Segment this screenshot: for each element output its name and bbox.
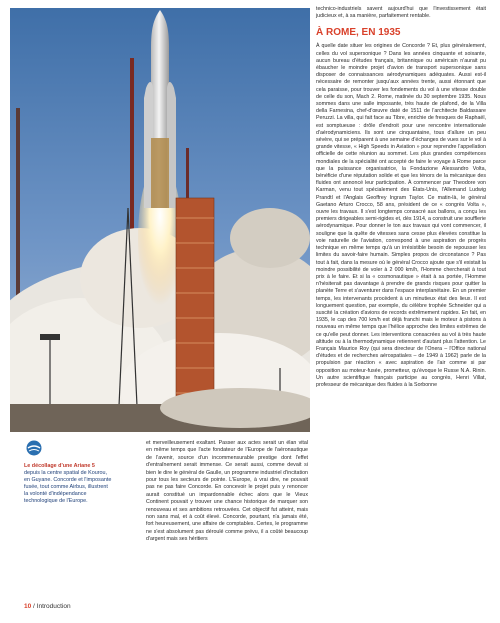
page-number: 10: [24, 603, 32, 610]
section-title: À ROME, EN 1935: [316, 27, 401, 39]
photo-caption-block: [24, 440, 112, 504]
page-folio: [24, 603, 71, 610]
caption-text: depuis la centre spatial de Kourou, en Guyane. Concorde et l'imposante fusée, tout comme Airbus, illustrent la volonté d'indépendance technologique de l'Europe.: [24, 469, 112, 504]
caption-heading: Le décollage d'une Ariane 5: [24, 463, 95, 469]
right-column-intro: technico-industriels savent aujourd'hui que l'investissement était judicieux et, à sa manière, parfaitement rentable.: [316, 6, 486, 20]
right-column-body: À quelle date situer les origines de Concorde ? Et, plus généralement, celles du vol supersonique ? Dans les années cinquante et soixante, aucun bureau d'études français, britannique ou américain n'aurait pu ébaucher le moindre projet d'avion de transport supersonique sans disposer de connaissances aérodynamiques adéquates. Aussi est-il nécessaire de remonter jusqu'aux années trente, aussi étonnant que cela paraisse, pour trouver les fondements du vol à une vitesse double de celle du son, Mach 2. Rome, matinée du 30 septembre 1935. Nous sommes dans une salle imposante, très haute de plafond, de la Villa della Farnesina, chef-d'œuvre daté de 1511 de l'architecte Baldassare Peruzzi. La villa, qui fait face au Tibre, enrichie de fresques de Raphaël, est somptueuse : drôle d'endroit pour une rencontre internationale d'aérodynamiciens. Ils sont une cinquantaine, tous d'allure un peu sévère, qui se préparent à une semaine d'échanges de vues sur le vol à grande vitesse, « High Speeds in Aviation » pour reprendre l'appellation officielle de cette réunion au sommet. Les plus grandes compétences mondiales de la spécialité ont accepté de faire le voyage à Rome parce que la puissance organisatrice, la Fondazione Alessandro Volta, bénéficie d'une réputation solide et que les ténors de la mécanique des fluides ont annoncé leur participation. À commencer par Theodore von Karman, venu tout spécialement des États-Unis, l'Allemand Ludwig Prandtl et l'Anglais Geoffrey Ingram Taylor. Ce matin-là, le général Gaetano Arturo Crocco, 58 ans, président de ce « congrès Volta », ouvre les travaux. Il s'est longtemps consacré aux ballons, a conçu les premiers dirigeables semi-rigides et, dès 1914, a construit une soufflerie aérodynamique. Pour donner le ton aux travaux qui vont commencer, il souligne que la quête de vitesses sans cesse plus élevées constitue la voie naturelle de l'aviation, correspond à une aspiration de progrès technique en même temps qu'à un irrésistible besoin de repousser les limites du savoir-faire humain. Simples propos de circonstance ? Pas tout à fait, dans la mesure où le général Crocco ajoute que s'il existait la moindre possibilité de voler à 2 000 km/h, l'Homme chercherait à tout prix à le faire. Et si la « cosmonautique » était à sa portée, l'Homme n'hésiterait pas davantage à prendre de grands risques pour quitter la planète Terre et s'aventurer dans l'espace interplanétaire. En un premier temps, les intervenants procèdent à un minutieux état des lieux. Il est longuement question, par exemple, du célèbre trophée Schneider qui a suscité la création d'avions de records extrêmement rapides. En fait, en 1935, le cap des 700 km/h est déjà franchi mais le moteur à pistons à nouveau en même temps que l'hélice approche des limites extrêmes de ce qu'elle peut donner. Les interventions consacrées au vol à très haute altitude ou à la thermodynamique retiennent d'autant plus l'attention. Le Français Maurice Roy (qui sera directeur de l'Onera – l'Office national d'études et de recherches aérospatiales – de 1949 à 1962) parle de la propulsion par réaction « avec aspiration de l'air comme si par opposition au moteur-fusée, prometteur, qu'évoque le Russe N.A. Rinin. Un autre scientifique français participe au congrès, Henri Villat, professeur de mécanique des fluides à la Sorbonne: [316, 43, 486, 388]
photo-caption: [24, 463, 112, 504]
globe-icon: [26, 440, 42, 456]
right-column: [316, 6, 486, 389]
bottom-column-text: et merveilleusement exaltant. Passer aux actes serait un élan vital en même temps que l'acte fondateur de l'Europe de l'aéronautique de l'avenir, source d'un incommensurable prestige dont l'effet d'entraînement serait immense. Ce serait aussi, comme devait si bien le dire le général de Gaulle, un programme industriel d'incitation pour tous les secteurs de pointe. L'Europe, à vrai dire, ne pouvait pas ne pas faire Concorde. En concevoir le projet puis y renoncer aurait constitué un impardonnable échec alors que le Vieux Continent pouvait y trouver une chance historique de marquer son renouveau et ses ambitions retrouvées. Cet objectif fut atteint, mais non sans mal, et à coût élevé. Concorde, pourtant, n'a jamais été, fort heureusement, une affaire de comptables. Certes, le programme ne s'est absolument pas déroulé comme prévu, il a coûté beaucoup d'argent mais ses héritiers: [146, 440, 308, 543]
ariane-5-launch-photo: [10, 8, 310, 432]
folio-label: / Introduction: [31, 603, 71, 610]
launch-illustration: [10, 8, 310, 432]
